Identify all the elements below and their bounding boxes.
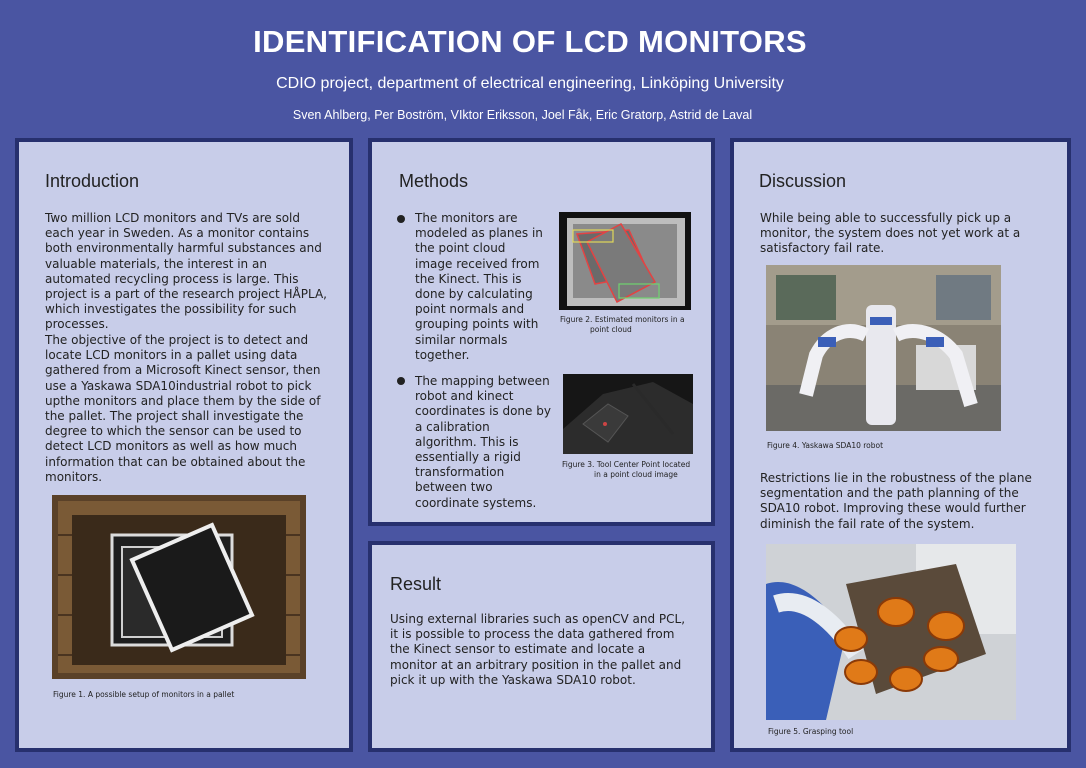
poster-authors: Sven Ahlberg, Per Boström, VIktor Eriksson, Joel Fåk, Eric Gratorp, Astrid de Laval — [292, 108, 753, 122]
discussion-panel — [730, 138, 1071, 752]
introduction-panel — [15, 138, 353, 752]
result-heading: Result — [390, 574, 442, 594]
result-panel — [368, 541, 715, 752]
discussion-heading: Discussion — [759, 171, 847, 191]
bullet-icon — [397, 215, 405, 223]
result-paragraph: Using external libraries such as openCV and PCL, it is possible to process the data gathered from the Kinect sensor to estimate and locate a monitor at an arbitrary position in the pallet and pick it up with the Yaskawa SDA10 robot. — [390, 612, 686, 687]
figure3-caption-line1: Figure 3. Tool Center Point located — [562, 460, 691, 469]
pallet-photo — [52, 495, 306, 679]
grasping-tool-photo — [766, 544, 1016, 720]
poster-title: IDENTIFICATION OF LCD MONITORS — [253, 24, 807, 59]
bullet-icon — [397, 377, 405, 385]
methods-bullet-1: The monitors are modeled as planes in the point cloud image received from the Kinect. This is done by calculating point normals and grouping points with similar normals together. — [415, 211, 543, 362]
poster-subtitle: CDIO project, department of electrical engineering, Linköping University — [276, 75, 784, 92]
methods-panel — [368, 138, 715, 526]
figure2-caption-line1: Figure 2. Estimated monitors in a — [560, 315, 685, 324]
introduction-paragraph-1: Two million LCD monitors and TVs are sold each year in Sweden. As a monitor contains both environmentally harmful substances and valuable materials, the interest in an automated recycling process is large. This project is a part of the research project HÅPLA, which investigates the possibility for such processes. — [45, 211, 327, 332]
figure3-caption-line2: in a point cloud image — [594, 470, 678, 479]
methods-bullet-2: The mapping between robot and kinect coordinates is done by a calibration algorithm. This is essentially a rigid transformation between two coordinate systems. — [415, 374, 551, 510]
figure1-caption: Figure 1. A possible setup of monitors in a pallet — [53, 690, 235, 699]
point-cloud-figure — [559, 212, 691, 310]
tool-center-point-figure — [563, 374, 693, 454]
figure2-caption-line2: point cloud — [590, 325, 632, 334]
robot-photo — [766, 265, 1001, 431]
introduction-heading: Introduction — [45, 171, 140, 191]
methods-heading: Methods — [399, 171, 469, 191]
discussion-paragraph-1: While being able to successfully pick up a monitor, the system does not yet work at a satisfactory fail rate. — [760, 211, 1021, 256]
introduction-paragraph-2: The objective of the project is to detect and locate LCD monitors in a pallet using data gathered from a Microsoft Kinect sensor, then use a Yaskawa SDA10industrial robot to pick upthe monitors and place them by the side of the pallet. The project shall investigate the degree to which the sensor can be used to detect LCD monitors as well as how much information that can be obtained about the monitors. — [45, 333, 321, 484]
discussion-paragraph-2: Restrictions lie in the robustness of the plane segmentation and the path planning of the SDA10 robot. Improving these would further diminish the fail rate of the system. — [760, 471, 1032, 531]
figure5-caption: Figure 5. Grasping tool — [768, 727, 854, 736]
figure4-caption: Figure 4. Yaskawa SDA10 robot — [767, 441, 884, 450]
